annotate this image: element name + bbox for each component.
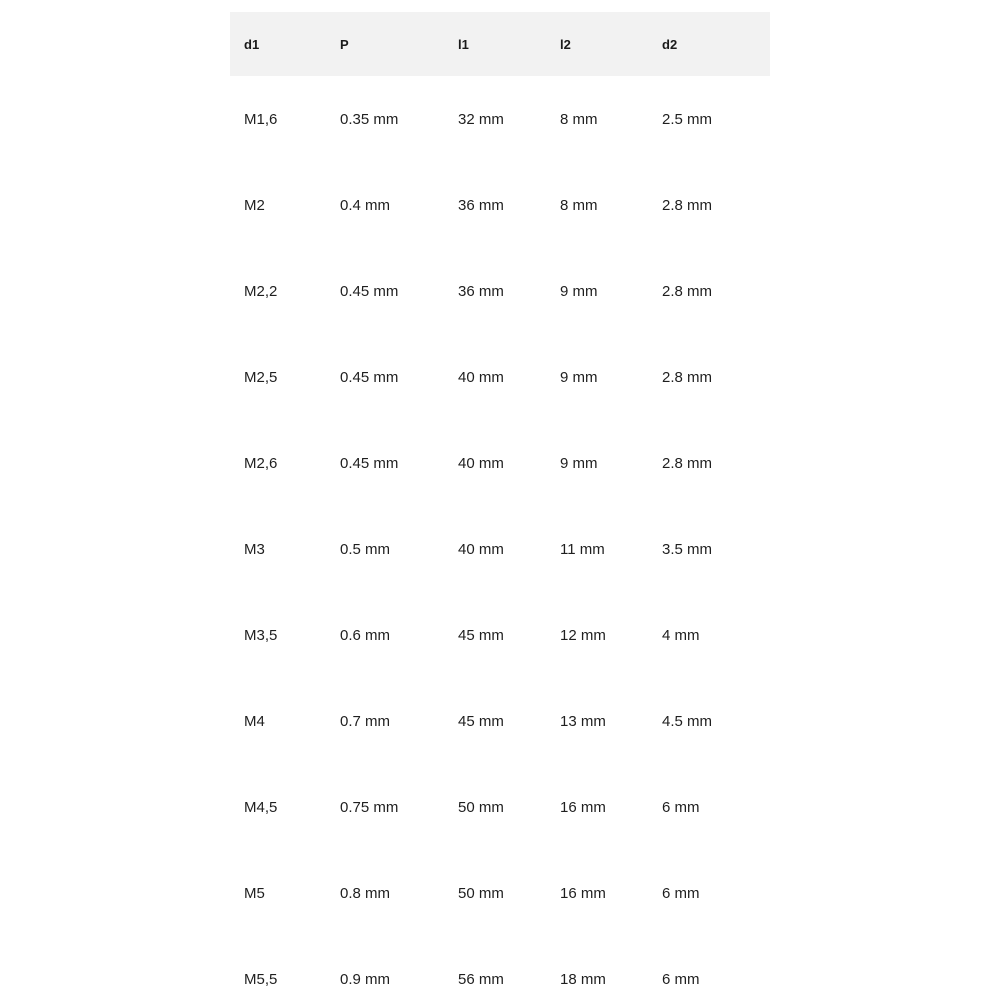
table-row [230, 506, 770, 592]
cell-l2 [546, 850, 648, 936]
cell-l2-value: 8 mm [560, 196, 598, 214]
cell-l1-value: 36 mm [458, 282, 504, 300]
cell-l1 [444, 334, 546, 420]
cell-l1-value: 32 mm [458, 110, 504, 128]
cell-l1 [444, 162, 546, 248]
column-header-l1-label: l1 [458, 36, 469, 52]
cell-d2-value: 6 mm [662, 884, 700, 902]
cell-l1 [444, 76, 546, 162]
cell-p-value: 0.5 mm [340, 540, 391, 558]
cell-d1 [230, 248, 326, 334]
cell-l2 [546, 592, 648, 678]
cell-d2-value: 6 mm [662, 798, 700, 816]
cell-l1 [444, 936, 546, 1000]
cell-d1 [230, 506, 326, 592]
column-header-d1-label: d1 [244, 36, 260, 52]
cell-d2-value: 4.5 mm [662, 712, 713, 730]
cell-d2 [648, 162, 770, 248]
cell-d1-value: M4,5 [244, 798, 278, 816]
table-row [230, 334, 770, 420]
cell-d2 [648, 248, 770, 334]
cell-l1-value: 40 mm [458, 368, 504, 386]
table-row [230, 592, 770, 678]
cell-l1 [444, 592, 546, 678]
cell-l2 [546, 936, 648, 1000]
table-header-row [230, 12, 770, 76]
cell-p [326, 248, 444, 334]
cell-p [326, 76, 444, 162]
cell-l1 [444, 850, 546, 936]
cell-d2 [648, 76, 770, 162]
cell-l2-value: 18 mm [560, 970, 606, 988]
cell-d1 [230, 678, 326, 764]
cell-l1-value: 45 mm [458, 626, 504, 644]
cell-d1-value: M2,2 [244, 282, 278, 300]
cell-l1 [444, 420, 546, 506]
cell-d1-value: M1,6 [244, 110, 278, 128]
cell-l2 [546, 76, 648, 162]
cell-p [326, 936, 444, 1000]
cell-d1 [230, 592, 326, 678]
column-header-l2-label: l2 [560, 36, 571, 52]
table-row [230, 76, 770, 162]
cell-l2-value: 13 mm [560, 712, 606, 730]
cell-d1-value: M2,5 [244, 368, 278, 386]
cell-d1 [230, 936, 326, 1000]
cell-d1 [230, 420, 326, 506]
cell-l2-value: 11 mm [560, 540, 605, 558]
cell-l1-value: 50 mm [458, 884, 504, 902]
cell-l1-value: 45 mm [458, 712, 504, 730]
cell-l2-value: 16 mm [560, 798, 606, 816]
cell-p-value: 0.9 mm [340, 970, 391, 988]
table-row [230, 850, 770, 936]
cell-d1 [230, 850, 326, 936]
cell-l2 [546, 248, 648, 334]
table-row [230, 248, 770, 334]
cell-d2-value: 4 mm [662, 626, 700, 644]
cell-p [326, 592, 444, 678]
table-row [230, 764, 770, 850]
cell-l2-value: 8 mm [560, 110, 598, 128]
cell-d2 [648, 592, 770, 678]
cell-d2 [648, 936, 770, 1000]
table-header [230, 12, 770, 76]
cell-l1 [444, 678, 546, 764]
column-header-d1 [230, 12, 326, 76]
column-header-l1 [444, 12, 546, 76]
table-body [230, 76, 770, 1000]
cell-l2 [546, 420, 648, 506]
cell-l1 [444, 248, 546, 334]
cell-d1-value: M2 [244, 196, 265, 214]
cell-p-value: 0.45 mm [340, 454, 399, 472]
column-header-d2 [648, 12, 770, 76]
table-row [230, 162, 770, 248]
cell-l2 [546, 162, 648, 248]
cell-p-value: 0.6 mm [340, 626, 391, 644]
table-row [230, 420, 770, 506]
cell-p [326, 678, 444, 764]
cell-l2 [546, 678, 648, 764]
cell-l2-value: 9 mm [560, 368, 598, 386]
cell-d1-value: M5,5 [244, 970, 278, 988]
cell-d2-value: 6 mm [662, 970, 700, 988]
cell-p-value: 0.4 mm [340, 196, 391, 214]
cell-p [326, 334, 444, 420]
cell-d2-value: 2.8 mm [662, 454, 713, 472]
table-row [230, 936, 770, 1000]
cell-d1-value: M3 [244, 540, 265, 558]
cell-d2-value: 2.8 mm [662, 368, 713, 386]
cell-p-value: 0.8 mm [340, 884, 391, 902]
cell-p-value: 0.35 mm [340, 110, 399, 128]
cell-d2 [648, 678, 770, 764]
thread-tap-dimensions-table [230, 12, 770, 1000]
cell-d2-value: 2.8 mm [662, 282, 713, 300]
cell-p [326, 162, 444, 248]
cell-l2 [546, 506, 648, 592]
table-row [230, 678, 770, 764]
cell-l1-value: 50 mm [458, 798, 504, 816]
cell-l1-value: 56 mm [458, 970, 504, 988]
cell-d1 [230, 76, 326, 162]
cell-d2 [648, 764, 770, 850]
cell-d2 [648, 334, 770, 420]
cell-p [326, 420, 444, 506]
cell-d1-value: M5 [244, 884, 265, 902]
cell-l2-value: 16 mm [560, 884, 606, 902]
cell-d1-value: M4 [244, 712, 265, 730]
column-header-l2 [546, 12, 648, 76]
cell-d2-value: 3.5 mm [662, 540, 713, 558]
cell-d1 [230, 334, 326, 420]
cell-d2-value: 2.5 mm [662, 110, 713, 128]
cell-l2 [546, 334, 648, 420]
cell-l1-value: 40 mm [458, 540, 504, 558]
cell-d1 [230, 162, 326, 248]
column-header-p [326, 12, 444, 76]
cell-l1 [444, 764, 546, 850]
cell-l2-value: 9 mm [560, 282, 598, 300]
cell-d2 [648, 506, 770, 592]
cell-l2-value: 12 mm [560, 626, 606, 644]
cell-p-value: 0.7 mm [340, 712, 391, 730]
cell-d2 [648, 420, 770, 506]
cell-p-value: 0.45 mm [340, 282, 399, 300]
cell-p-value: 0.45 mm [340, 368, 399, 386]
cell-d2-value: 2.8 mm [662, 196, 713, 214]
column-header-p-label: P [340, 36, 349, 52]
column-header-d2-label: d2 [662, 36, 678, 52]
cell-p-value: 0.75 mm [340, 798, 399, 816]
cell-d1 [230, 764, 326, 850]
cell-p [326, 506, 444, 592]
cell-l1 [444, 506, 546, 592]
cell-p [326, 850, 444, 936]
cell-l2-value: 9 mm [560, 454, 598, 472]
cell-d2 [648, 850, 770, 936]
cell-l1-value: 36 mm [458, 196, 504, 214]
cell-d1-value: M3,5 [244, 626, 278, 644]
cell-p [326, 764, 444, 850]
cell-l1-value: 40 mm [458, 454, 504, 472]
cell-d1-value: M2,6 [244, 454, 278, 472]
cell-l2 [546, 764, 648, 850]
